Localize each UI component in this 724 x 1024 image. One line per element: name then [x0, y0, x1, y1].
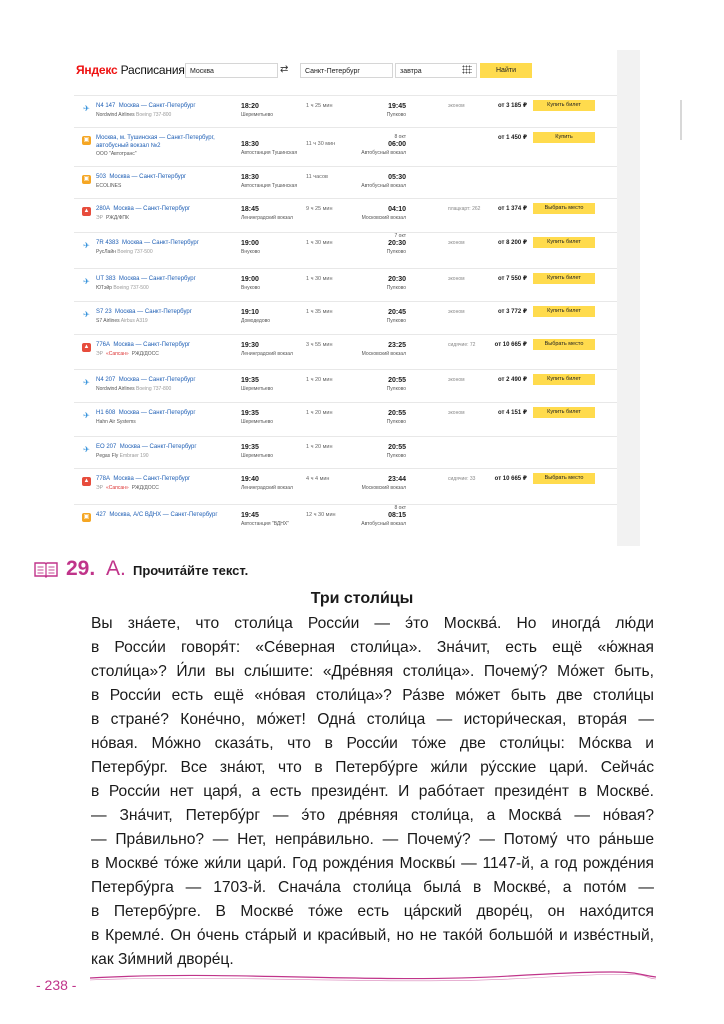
buy-button[interactable]: Купить билет [533, 374, 595, 385]
plane-icon: ✈ [83, 445, 90, 454]
price: от 1 374 ₽ [498, 206, 527, 212]
schedule-row[interactable] [74, 301, 617, 335]
text-line: как Зи́мний дворе́ц. [91, 951, 234, 968]
seat-class: сидячие: 33 [448, 476, 476, 482]
text-line: Петербу́рг. Все зна́ют, что в Петербу́рге жи́ли ру́сские цари́. Сейча́с [91, 759, 654, 776]
arrival-time: 23:25 [388, 342, 406, 349]
route-name: Москва — Санкт-Петербург [113, 476, 191, 482]
flight-code: 7R 4383 [96, 240, 119, 246]
departure-station: Ленинградский вокзал [241, 215, 293, 221]
arrival-station: Пулково [386, 249, 406, 255]
train-brand: «Сапсан» [105, 351, 129, 357]
price: от 8 200 ₽ [498, 240, 527, 246]
arrival-time: 19:45 [388, 103, 406, 110]
text-line: в Москве́ то́же жи́ли цари́. Год рожде́ния Москвы́ — 1147-й, а год рожде́ния [91, 855, 654, 872]
swap-icon[interactable]: ⇄ [280, 64, 289, 75]
buy-button[interactable]: Купить билет [533, 237, 595, 248]
vehicle-model: Boeing 737-500 [113, 285, 149, 291]
price: от 3 185 ₽ [498, 103, 527, 109]
departure-time: 19:35 [241, 410, 259, 417]
schedule-row[interactable] [74, 166, 617, 199]
find-button[interactable]: Найти [480, 63, 532, 78]
carrier-name: РусЛайн [96, 249, 116, 255]
train-icon: ▲ [83, 478, 90, 484]
flight-code: N4 207 [96, 377, 116, 383]
arrival-station: Пулково [386, 419, 406, 425]
calendar-icon[interactable] [462, 65, 472, 74]
duration: 11 часов [306, 174, 328, 180]
exercise-instruction: Прочита́йте текст. [133, 563, 249, 578]
duration: 1 ч 25 мин [306, 103, 333, 109]
page-number: - 238 - [36, 977, 77, 993]
arrival-time: 20:30 [388, 240, 406, 247]
schedule-screenshot [64, 50, 640, 546]
route-name: Москва — Санкт-Петербург [115, 309, 192, 315]
seat-class: эконом [448, 240, 465, 246]
departure-time: 18:30 [241, 174, 259, 181]
route-link[interactable] [96, 341, 246, 349]
departure-time: 18:45 [241, 206, 259, 213]
flight-code: EO 207 [96, 444, 117, 450]
search-bar [64, 50, 617, 90]
schedule-row[interactable] [74, 402, 617, 437]
text-line: в Кремле́. Он о́чень ста́рый и краси́вый, но не тако́й большо́й и изве́стный, [91, 927, 654, 944]
arrival-station: Пулково [386, 285, 406, 291]
train-tag: ЭР [96, 215, 103, 221]
text-line: в Росси́и нет царя́, а есть президе́нт. И рабо́тает президе́нт в Москве́. [91, 783, 654, 800]
flight-code: 280А [96, 206, 111, 212]
arrival-station: Пулково [386, 386, 406, 392]
arrival-station: Автобусный вокзал [361, 150, 406, 156]
carrier [96, 351, 159, 358]
arrival-time: 08:15 [388, 512, 406, 519]
seat-class: эконом [448, 276, 465, 282]
vehicle-model: Boeing 737-500 [117, 249, 153, 255]
bus-icon: ▣ [83, 137, 90, 143]
arrival-time: 20:55 [388, 410, 406, 417]
carrier [96, 249, 153, 256]
duration: 1 ч 30 мин [306, 240, 333, 246]
carrier [96, 386, 171, 393]
carrier-name: ECOLINES [96, 183, 122, 189]
route-name: Москва — Санкт-Петербург [109, 174, 187, 180]
route-link[interactable] [96, 275, 246, 283]
carrier-name: ООО "Автотранс" [96, 151, 137, 157]
departure-time: 18:20 [241, 103, 259, 110]
duration: 12 ч 30 мин [306, 512, 336, 518]
carrier-name: Nordwind Airlines [96, 112, 135, 118]
arrival-station: Пулково [386, 112, 406, 118]
route-name: Москва, А/С ВДНХ — Санкт-Петербург [109, 512, 218, 518]
carrier-name: РЖД/ДОСС [131, 485, 159, 491]
route-link[interactable] [96, 409, 246, 417]
departure-station: Автостанция Тушинская [241, 150, 298, 156]
arrival-station: Московский вокзал [361, 485, 406, 491]
vehicle-model: Embraer 190 [119, 453, 149, 459]
plane-icon: ✈ [83, 411, 90, 420]
route-link[interactable] [96, 205, 246, 213]
train-tag: ЭР [96, 351, 103, 357]
route-link[interactable] [96, 308, 246, 316]
date-input[interactable]: завтра [395, 63, 477, 78]
carrier [96, 419, 136, 426]
logo-brand: Яндекс [76, 63, 118, 77]
departure-station: Шереметьево [241, 112, 274, 118]
duration: 1 ч 20 мин [306, 377, 333, 383]
departure-time: 19:35 [241, 377, 259, 384]
duration: 1 ч 20 мин [306, 410, 333, 416]
carrier-name: Pegas Fly [96, 453, 119, 459]
plane-icon: ✈ [83, 104, 90, 113]
plane-icon: ✈ [83, 277, 90, 286]
route-link[interactable] [96, 443, 246, 451]
carrier-name: ЮТэйр [96, 285, 112, 291]
bus-icon: ▣ [83, 514, 90, 520]
carrier-name: Nordwind Airlines [96, 386, 135, 392]
schedule-row[interactable] [74, 334, 617, 370]
route-name: Москва — Санкт-Петербург [118, 377, 196, 383]
route-name: Москва — Санкт-Петербург [118, 410, 196, 416]
schedule-row[interactable] [74, 95, 617, 128]
schedule-row[interactable] [74, 436, 617, 469]
seat-class: эконом [448, 410, 465, 416]
carrier [96, 453, 149, 460]
departure-station: Шереметьево [241, 386, 274, 392]
vehicle-model: Airbus A319 [120, 318, 148, 324]
seat-class: эконом [448, 103, 465, 109]
text-line: — Пра́вильно? — Нет, непра́вильно. — Почему́? — Потому́ что ра́ньше [91, 831, 654, 848]
schedule-row[interactable] [74, 268, 617, 302]
train-tag: ЭР [96, 485, 103, 491]
train-brand: «Сапсан» [105, 485, 129, 491]
buy-button[interactable]: Купить билет [533, 100, 595, 111]
departure-station: Внуково [241, 249, 261, 255]
plane-icon: ✈ [83, 310, 90, 319]
seat-class: эконом [448, 309, 465, 315]
arrival-station: Автобусный вокзал [361, 521, 406, 527]
route-link[interactable] [96, 134, 246, 150]
duration: 1 ч 30 мин [306, 276, 333, 282]
train-icon: ▲ [83, 208, 90, 214]
departure-time: 19:40 [241, 476, 259, 483]
text-line: в Росси́и есть ещё «но́вая столи́ца»? Ра́зве мо́жет быть две столи́цы [91, 687, 654, 704]
arrival-time: 20:55 [388, 444, 406, 451]
departure-station: Ленинградский вокзал [241, 485, 293, 491]
departure-station: Внуково [241, 285, 261, 291]
logo-service: Расписания [120, 63, 185, 77]
route-name: Москва — Санкт-Петербург [118, 103, 196, 109]
buy-button[interactable]: Выбрать место [533, 473, 595, 484]
arrival-time: 05:30 [388, 174, 406, 181]
departure-time: 19:00 [241, 240, 259, 247]
route-name: Москва — Санкт-Петербург [113, 206, 191, 212]
carrier-name: РЖД/ФПК [105, 215, 129, 221]
arrival-date: 8 окт [394, 134, 406, 140]
seat-class: плацкарт: 262 [448, 206, 481, 212]
text-line: но́вая. Мо́жно сказа́ть, что в Росси́и то́же две столи́цы: Мо́сква и [91, 735, 654, 752]
route-link[interactable] [96, 376, 246, 384]
price: от 4 151 ₽ [498, 410, 527, 416]
buy-button[interactable]: Купить [533, 132, 595, 143]
departure-time: 19:45 [241, 512, 259, 519]
arrival-time: 20:55 [388, 377, 406, 384]
exercise-letter: А. [106, 557, 126, 580]
departure-time: 19:00 [241, 276, 259, 283]
buy-button[interactable]: Выбрать место [533, 203, 595, 214]
departure-time: 18:30 [241, 141, 259, 148]
flight-code: 776А [96, 342, 111, 348]
plane-icon: ✈ [83, 378, 90, 387]
arrival-station: Пулково [386, 318, 406, 324]
price: от 1 450 ₽ [498, 135, 527, 141]
departure-time: 19:10 [241, 309, 259, 316]
price: от 2 490 ₽ [498, 377, 527, 383]
arrival-station: Московский вокзал [361, 215, 406, 221]
reading-text [91, 612, 654, 972]
scrollbar[interactable] [680, 100, 682, 140]
exercise-number: 29. [66, 557, 96, 580]
logo [76, 63, 185, 77]
schedule-row[interactable] [74, 198, 617, 233]
duration: 1 ч 20 мин [306, 444, 333, 450]
arrival-time: 20:45 [388, 309, 406, 316]
flight-code: 503 [96, 174, 107, 180]
arrival-time: 20:30 [388, 276, 406, 283]
departure-time: 19:35 [241, 444, 259, 451]
duration: 3 ч 55 мин [306, 342, 333, 348]
vehicle-model: Boeing 737-800 [136, 112, 172, 118]
price: от 10 665 ₽ [494, 342, 527, 348]
flight-code: N4 147 [96, 103, 116, 109]
text-line: столи́ца»? И́ли вы слы́шите: «Дре́вняя столи́ца». Почему́? Мо́жет быть, [91, 663, 654, 680]
carrier-name: S7 Airlines [96, 318, 120, 324]
route-link[interactable] [96, 102, 246, 110]
arrival-date: 8 окт [394, 505, 406, 511]
arrival-station: Пулково [386, 453, 406, 459]
bus-icon: ▣ [83, 176, 90, 182]
buy-button[interactable]: Купить билет [533, 306, 595, 317]
book-icon [34, 560, 58, 578]
departure-station: Шереметьево [241, 453, 274, 459]
departure-station: Шереметьево [241, 419, 274, 425]
flight-code: 427 [96, 512, 107, 518]
flight-code: H1 608 [96, 410, 116, 416]
text-title: Три столи́цы [310, 590, 414, 607]
text-line: в Петербу́рге. В Москве́ то́же есть ца́рский дворе́ц, он нахо́дится [91, 903, 654, 920]
arrival-station: Автобусный вокзал [361, 183, 406, 189]
schedule-window [64, 50, 617, 546]
flight-code: 778А [96, 476, 111, 482]
route-link[interactable] [96, 173, 246, 181]
route-name: Москва — Санкт-Петербург [122, 240, 199, 246]
schedule-row[interactable] [74, 369, 617, 403]
buy-button[interactable]: Купить билет [533, 407, 595, 418]
text-line: Вы зна́ете, что столи́ца Росси́и — э́то Москва́. Но иногда́ лю́ди [91, 615, 654, 632]
duration: 1 ч 35 мин [306, 309, 333, 315]
text-line: Петербу́рга — 1703-й. Снача́ла столи́ца была́ в Москве́, а пото́м — [91, 879, 654, 896]
departure-station: Домодедово [241, 318, 270, 324]
route-name: Москва, м. Тушинская — Санкт-Петербург, автобусный вокзал №2 [96, 135, 215, 149]
buy-button[interactable]: Выбрать место [533, 339, 595, 350]
text-line: в стране́? Коне́чно, мо́жет! Одна́ столи́ца — истори́ческая, втора́я — [91, 711, 654, 728]
carrier [96, 183, 121, 190]
route-link[interactable] [96, 475, 246, 483]
departure-station: Автостанция "ВДНХ" [241, 521, 290, 527]
route-link[interactable] [96, 511, 246, 519]
page-divider [90, 968, 656, 986]
duration: 4 ч 4 мин [306, 476, 330, 482]
carrier-name: Hahn Air Systems [96, 419, 136, 425]
departure-station: Ленинградский вокзал [241, 351, 293, 357]
price: от 3 772 ₽ [498, 309, 527, 315]
schedule-row[interactable] [74, 232, 617, 269]
flight-code: UT 383 [96, 276, 116, 282]
departure-station: Автостанция Тушинская [241, 183, 298, 189]
carrier [96, 285, 149, 292]
text-line: в Росси́и говоря́т: «Се́верная столи́ца». Зна́чит, есть ещё «ю́жная [91, 639, 654, 656]
carrier [96, 318, 148, 325]
carrier [96, 112, 171, 119]
duration: 9 ч 25 мин [306, 206, 333, 212]
route-name: Москва — Санкт-Петербург [113, 342, 191, 348]
schedule-row[interactable] [74, 504, 617, 546]
carrier [96, 215, 129, 222]
arrival-time: 04:10 [388, 206, 406, 213]
text-line: — Зна́чит, Петербу́рг — э́то дре́вняя столи́ца, а Москва́ — но́вая? [91, 807, 654, 824]
price: от 7 550 ₽ [498, 276, 527, 282]
to-input[interactable]: Санкт-Петербург [300, 63, 393, 78]
schedule-row[interactable] [74, 468, 617, 505]
vehicle-model: Boeing 737-800 [136, 386, 172, 392]
route-name: Москва — Санкт-Петербург [119, 444, 197, 450]
price: от 10 665 ₽ [494, 476, 527, 482]
carrier-name: РЖД/ДОСС [131, 351, 159, 357]
arrival-station: Московский вокзал [361, 351, 406, 357]
schedule-row[interactable] [74, 127, 617, 167]
seat-class: эконом [448, 377, 465, 383]
seat-class: сидячие: 72 [448, 342, 476, 348]
from-input[interactable]: Москва [185, 63, 278, 78]
flight-code: S7 23 [96, 309, 112, 315]
carrier [96, 151, 137, 158]
plane-icon: ✈ [83, 241, 90, 250]
arrival-date: 7 окт [394, 233, 406, 239]
departure-time: 19:30 [241, 342, 259, 349]
route-link[interactable] [96, 239, 246, 247]
carrier [96, 485, 159, 492]
arrival-time: 23:44 [388, 476, 406, 483]
duration: 11 ч 30 мин [306, 141, 336, 147]
buy-button[interactable]: Купить билет [533, 273, 595, 284]
route-name: Москва — Санкт-Петербург [118, 276, 196, 282]
arrival-time: 06:00 [388, 141, 406, 148]
train-icon: ▲ [83, 344, 90, 350]
